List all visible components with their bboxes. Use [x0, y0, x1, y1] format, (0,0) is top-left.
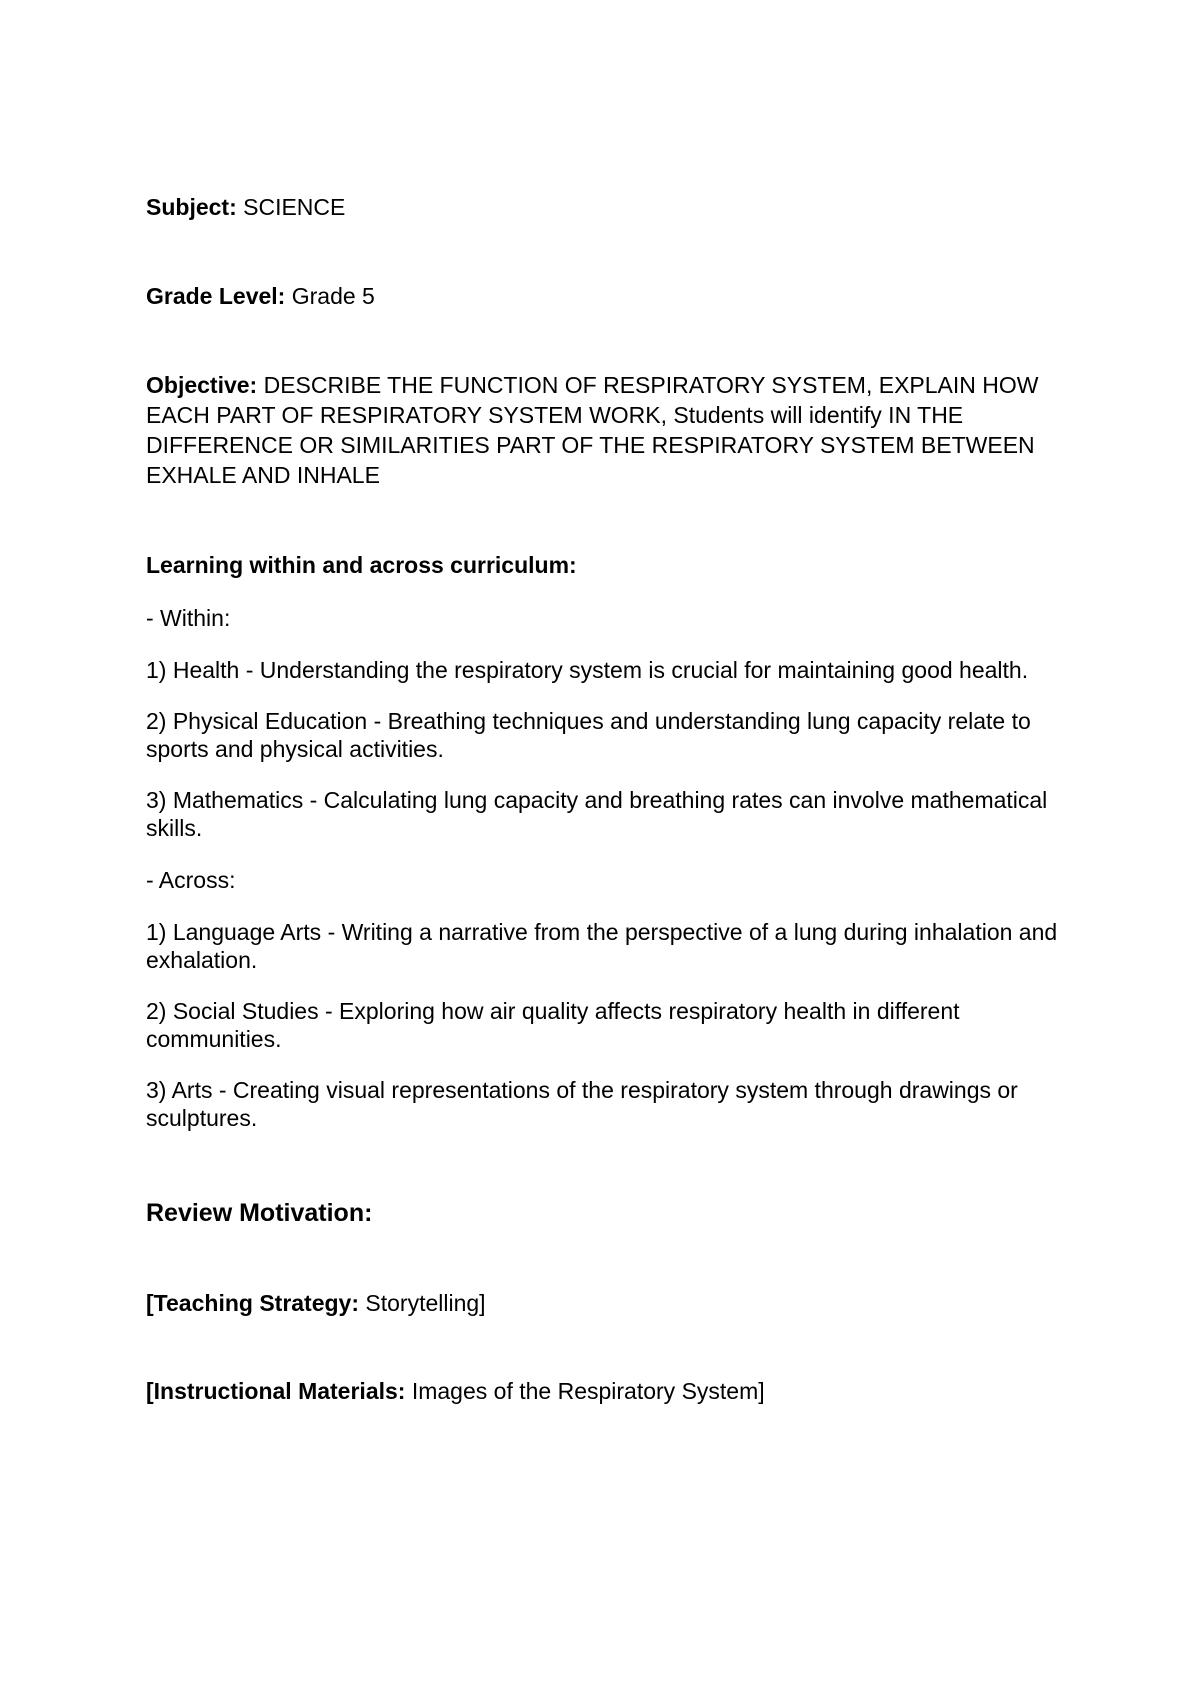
instructional-materials-value: Images of the Respiratory System] — [405, 1378, 765, 1404]
within-item-health: 1) Health - Understanding the respiratory system is crucial for maintaining good health. — [146, 657, 1029, 683]
grade-level-line — [146, 281, 1066, 311]
instructional-materials-open-bracket: [ — [146, 1378, 154, 1404]
within-item-physical-education: 2) Physical Education - Breathing techniques and understanding lung capacity relate to sports and physical activities. — [146, 708, 1031, 762]
teaching-strategy-label: Teaching Strategy: — [153, 1290, 360, 1316]
teaching-strategy-open-bracket: [ — [146, 1290, 154, 1316]
subject-label: Subject: — [146, 194, 237, 220]
learning-heading: Learning within and across curriculum: — [146, 552, 577, 578]
teaching-strategy-line — [146, 1288, 1066, 1318]
grade-level-value: Grade 5 — [291, 283, 375, 309]
instructional-materials-label: Instructional Materials: — [153, 1378, 406, 1404]
objective-label: Objective: — [146, 372, 258, 398]
subject-value: SCIENCE — [243, 194, 346, 220]
review-motivation-heading: Review Motivation: — [146, 1199, 373, 1227]
across-item-social-studies: 2) Social Studies - Exploring how air quality affects respiratory health in different communities. — [146, 998, 960, 1052]
grade-level-label: Grade Level: — [146, 283, 286, 309]
within-item-mathematics: 3) Mathematics - Calculating lung capacity and breathing rates can involve mathematical skills. — [146, 787, 1048, 841]
subject-line — [146, 192, 1066, 222]
teaching-strategy-value: Storytelling] — [359, 1290, 486, 1316]
instructional-materials-line — [146, 1376, 1066, 1406]
across-item-language-arts: 1) Language Arts - Writing a narrative from the perspective of a lung during inhalation and exhalation. — [146, 919, 1058, 973]
objective-value: DESCRIBE THE FUNCTION OF RESPIRATORY SYSTEM, EXPLAIN HOW EACH PART OF RESPIRATORY SYSTEM WORK, Students will identify IN THE DIFFERENCE OR SIMILARITIES PART OF THE RESPIRATORY SYSTEM BETWEEN EXHALE AND INHALE — [146, 372, 1039, 488]
across-label: - Across: — [146, 867, 236, 893]
objective-paragraph — [146, 370, 1066, 490]
across-item-arts: 3) Arts - Creating visual representations of the respiratory system through drawings or sculptures. — [146, 1077, 1018, 1131]
lesson-plan-content — [146, 192, 1066, 1406]
within-label: - Within: — [146, 605, 231, 631]
